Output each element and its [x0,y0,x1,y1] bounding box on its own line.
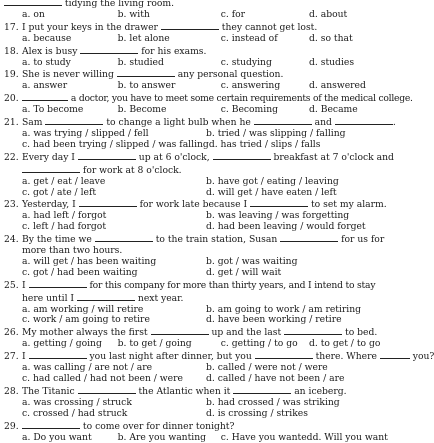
options-row [4,177,390,188]
answer-blank [22,420,80,429]
question-text: the Atlantic when it [138,385,231,397]
option-d: d. studies [309,56,355,68]
option-c: c. for [220,8,246,20]
question-text: there. Where [315,351,377,363]
question-number: 26. [4,327,19,339]
question-text: Sam [22,117,43,129]
option-a: a. was crossing / struck [22,396,132,408]
options-row [4,188,390,199]
answer-blank [255,350,313,359]
answer-blank [380,350,410,359]
question-text: to bed. [345,327,378,339]
question-text: up and the last [211,327,282,339]
option-a: a. on [22,8,45,20]
answer-blank [4,0,62,6]
option-b: b. to answer [117,80,176,92]
option-b: b. called / were not / were [206,362,328,374]
question-text: She is never willing [22,69,114,81]
question-number: 19. [4,69,19,81]
question-text: to the train station, Susan [155,234,278,246]
option-b: b. have got / eating / leaving [206,175,339,187]
answer-blank [151,326,209,335]
options-row [4,140,390,151]
question-text: I [22,279,26,291]
option-b: b. to get / going [117,338,192,350]
answer-blank [78,151,136,160]
question-20 [4,92,413,116]
question-text: any personal question. [177,69,284,81]
answer-blank [77,292,135,301]
option-a: a. because [22,32,72,44]
option-b: b. am going to work / am retiring [206,303,362,315]
question-text: up at 6 o'clock, [138,151,210,163]
question-text: a doctor, you have to meet some certain requirements of the medical college. [70,93,413,105]
options-row [4,409,390,420]
question-24 [4,233,390,279]
answer-blank [213,151,271,160]
question-text: for work late because I [139,199,248,211]
answer-blank [161,21,219,30]
option-d: d. Will you want [312,431,388,443]
option-c: c. crossed / had struck [22,407,128,419]
option-c: c. left / had forgot [22,221,107,233]
options-row [4,315,390,326]
answer-blank [29,279,87,288]
question-text: more than two hours. [22,245,123,257]
option-d: d. called / have not been / are [206,373,345,384]
question-text: to change a light bulb when he [106,117,251,129]
question-number: 20. [4,93,19,105]
options-row [4,222,390,233]
question-text: By the time we [22,234,92,246]
question-text: here until I [22,292,75,304]
option-a: a. getting / going [22,338,102,350]
answer-blank [250,198,308,207]
question-27 [4,350,434,385]
question-number: 27. [4,351,19,363]
question-number: 18. [4,45,19,57]
question-text: and [314,117,332,129]
option-d: d. Became [309,104,358,116]
option-d: d. so that [309,32,353,44]
option-a: a. get / eat / leave [22,175,106,187]
options-row [4,268,390,279]
option-d: d. has tried / slips / falls [208,138,321,150]
option-b: b. was leaving / was forgetting [206,210,350,222]
answer-blank [78,385,136,394]
question-text: for work at 8 o'clock. [82,164,182,176]
option-c: c. got / had been waiting [22,266,138,278]
question-number: 17. [4,21,19,33]
options-row [4,374,390,385]
answer-blank [284,326,342,335]
options-row [4,10,390,21]
option-a: a. To become [22,104,84,116]
option-c: c. had been trying / slipped / was falling [22,138,209,150]
answer-blank [22,164,80,173]
option-a: a. had left / forgot [22,210,107,222]
question-text: to set my alarm. [310,199,387,211]
question-text: for his exams. [141,45,207,57]
question-text: to come over for dinner tonight? [82,420,235,432]
question-19 [4,68,390,92]
answer-blank [254,116,312,125]
option-b: b. let alone [117,32,170,44]
answer-blank [117,68,175,77]
question-text: I [22,351,26,363]
question-text: for us for [341,234,385,246]
question-18 [4,45,390,69]
question-text: breakfast at 7 o'clock and [273,151,394,163]
option-c: c. getting / to go [220,338,298,350]
option-c: c. got / ate / left [22,186,97,198]
option-d: d. to get / to go [309,338,381,350]
option-d: d. have been working / retire [206,314,342,326]
question-text: tidying the living room. [64,0,175,9]
option-b: b. Are you wanting [117,431,207,443]
option-a: a. Do you want [22,431,92,443]
question-number: 29. [4,420,19,432]
question-text: you? [412,351,434,363]
question-22 [4,151,394,199]
answer-blank [233,385,291,394]
option-a: a. answer [22,80,68,92]
option-d: d. had been leaving / would forget [206,221,366,233]
answer-blank [29,350,87,359]
question-text: you last night after dinner, but you [89,351,252,363]
option-c: c. answering [220,80,281,92]
option-c: c. Have you wanted [220,431,313,443]
option-a: a. to study [22,56,71,68]
question-text: I put your keys in the drawer [22,21,158,33]
answer-blank [79,198,137,207]
question-text: My mother always the first [22,327,148,339]
option-b: b. Become [117,104,167,116]
answer-blank [280,233,338,242]
question-number: 24. [4,234,19,246]
options-row [4,105,390,116]
question-text: an iceberg. [294,385,347,397]
options-row [4,339,390,350]
question-text: next year. [137,292,184,304]
option-c: c. studying [220,56,272,68]
question-text: Alex is busy [22,45,78,57]
question-23 [4,198,390,233]
question-number: 23. [4,199,19,211]
question-16 [4,0,390,21]
option-b: b. with [117,8,150,20]
option-c: c. work / am going to retire [22,314,150,326]
option-c: c. had called / had not been / were [22,373,183,384]
question-number: 28. [4,385,19,397]
option-d: d. will get / have eaten / left [206,186,337,198]
option-a: a. will get / has been waiting [22,255,157,267]
question-number: 25. [4,279,19,291]
option-d: d. answered [309,80,366,92]
question-29 [4,420,390,443]
question-28 [4,385,390,420]
answer-blank [335,116,393,125]
answer-blank [22,92,68,101]
options-row [4,34,390,45]
option-a: a. was trying / slipped / fell [22,127,149,139]
answer-blank [80,45,138,54]
option-d: d. get / will wait [206,266,282,278]
question-26 [4,326,390,350]
question-text: The Titanic [22,385,75,397]
question-text: Yesterday, I [22,199,76,211]
option-a: a. was calling / are not / are [22,362,153,374]
question-number: 21. [4,117,19,129]
answer-blank [95,233,153,242]
question-text: Every day I [22,151,75,163]
options-row [4,58,390,69]
option-b: b. tried / was slipping / falling [206,127,346,139]
option-b: b. got / was waiting [206,255,298,267]
options-row [4,81,390,92]
option-c: c. Becoming [220,104,279,116]
options-row [4,433,390,443]
option-b: b. studied [117,56,164,68]
question-17 [4,21,390,45]
option-d: d. about [309,8,348,20]
answer-blank [45,116,103,125]
option-b: b. had crossed / was striking [206,396,340,408]
option-a: a. am working / will retire [22,303,144,315]
question-text: they cannot get lost. [221,21,318,33]
option-c: c. instead of [220,32,278,44]
question-21 [4,116,396,151]
question-text: . [392,117,396,129]
option-d: d. is crossing / strikes [206,407,308,419]
question-text: for this company for more than thirty years, and I intend to stay [89,279,376,291]
question-25 [4,279,390,327]
question-number: 22. [4,151,19,163]
